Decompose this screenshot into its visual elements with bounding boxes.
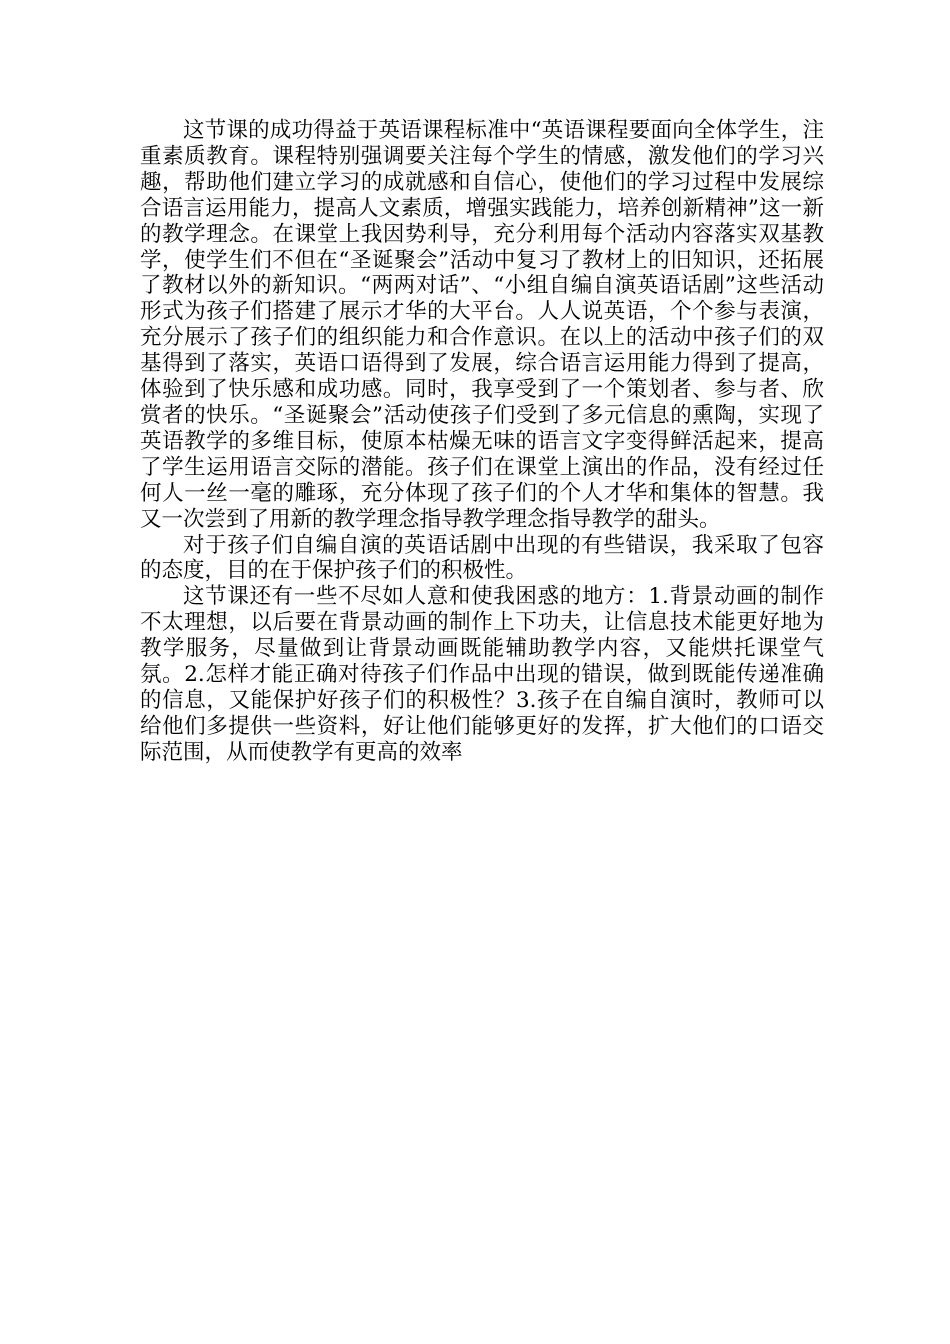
document-body — [140, 118, 824, 766]
paragraph-success-reflection: 这节课的成功得益于英语课程标准中“英语课程要面向全体学生，注重素质教育。课程特别强调要关注每个学生的情感，激发他们的学习兴趣，帮助他们建立学习的成就感和自信心，使他们的学习过程中发展综合语言运用能力，提高人文素质，增强实践能力，培养创新精神”这一新的教学理念。在课堂上我因势利导，充分利用每个活动内容落实双基教学，使学生们不但在“圣诞聚会”活动中复习了教材上的旧知识，还拓展了教材以外的新知识。“两两对话”、“小组自编自演英语话剧”这些活动形式为孩子们搭建了展示才华的大平台。人人说英语，个个参与表演，充分展示了孩子们的组织能力和合作意识。在以上的活动中孩子们的双基得到了落实，英语口语得到了发展，综合语言运用能力得到了提高，体验到了快乐感和成功感。同时，我享受到了一个策划者、参与者、欣赏者的快乐。“圣诞聚会”活动使孩子们受到了多元信息的熏陶，实现了英语教学的多维目标，使原本枯燥无味的语言文字变得鲜活起来，提高了学生运用语言交际的潜能。孩子们在课堂上演出的作品，没有经过任何人一丝一毫的雕琢，充分体现了孩子们的个人才华和集体的智慧。我又一次尝到了用新的教学理念指导教学理念指导教学的甜头。 — [140, 118, 824, 532]
paragraph-error-tolerance: 对于孩子们自编自演的英语话剧中出现的有些错误，我采取了包容的态度，目的在于保护孩子们的积极性。 — [140, 532, 824, 584]
paragraph-shortcomings: 这节课还有一些不尽如人意和使我困惑的地方：1.背景动画的制作不太理想，以后要在背景动画的制作上下功夫，让信息技术能更好地为教学服务，尽量做到让背景动画既能辅助教学内容，又能烘托课堂气氛。2.怎样才能正确对待孩子们作品中出现的错误，做到既能传递准确的信息，又能保护好孩子们的积极性？3.孩子在自编自演时，教师可以给他们多提供一些资料，好让他们能够更好的发挥，扩大他们的口语交际范围，从而使教学有更高的效率 — [140, 584, 824, 765]
